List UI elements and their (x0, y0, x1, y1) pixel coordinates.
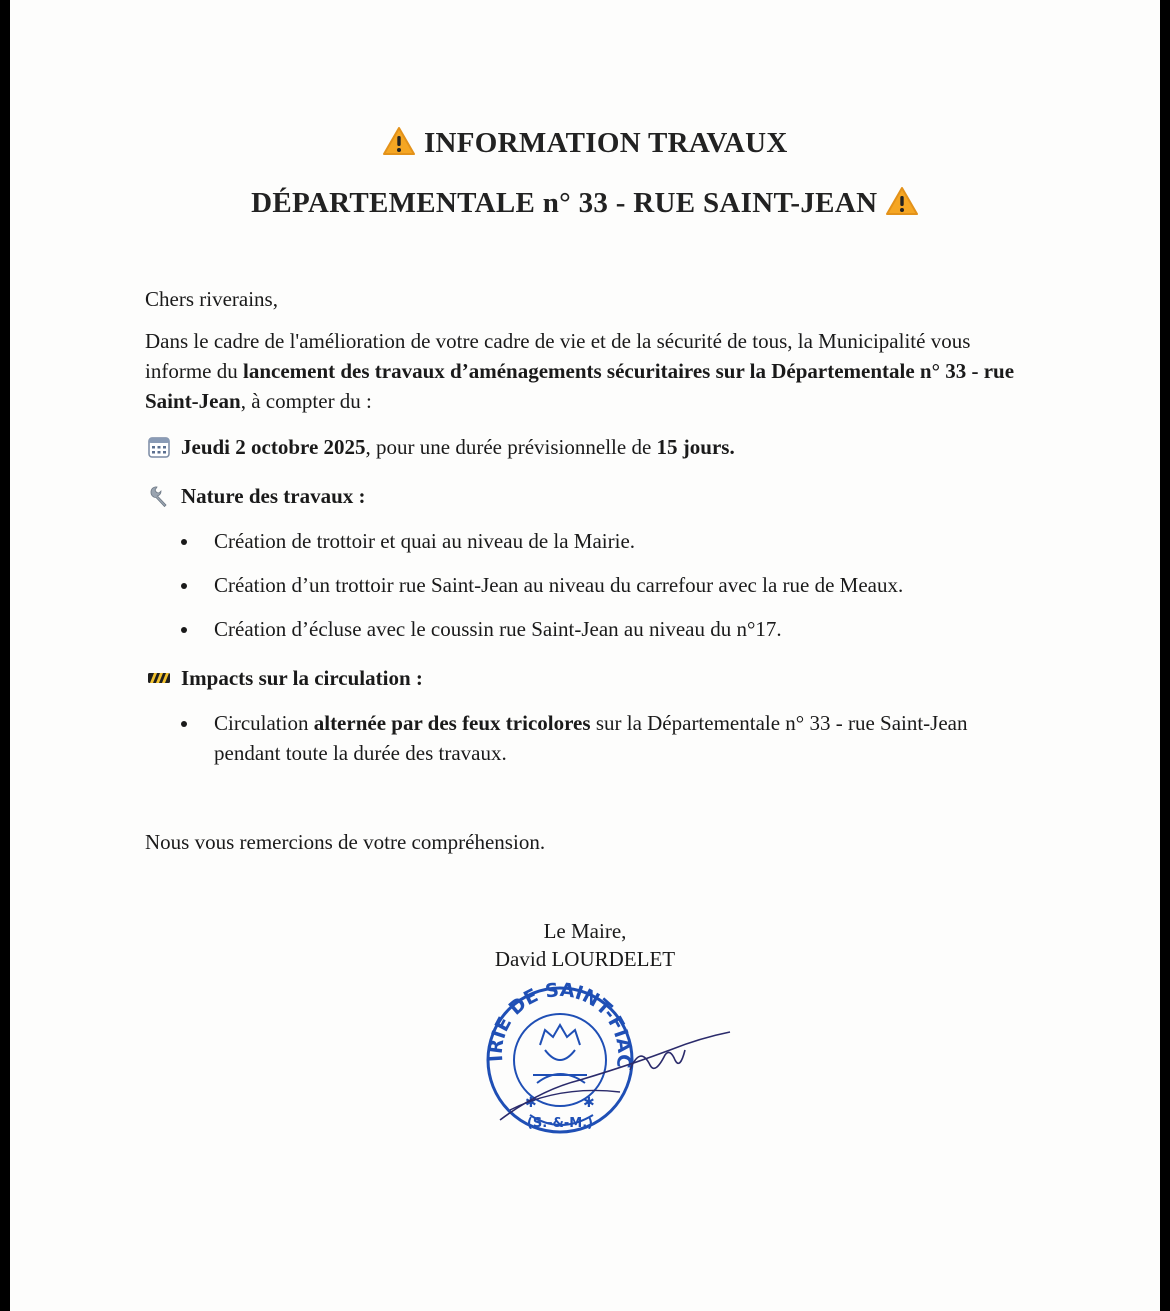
closing-line: Nous vous remercions de votre compréhension. (145, 830, 546, 854)
wrench-icon (147, 484, 171, 508)
impacts-heading-text: Impacts sur la circulation : (181, 666, 423, 690)
impact-bold: alternée par des feux tricolores (313, 711, 591, 735)
warning-icon (382, 126, 416, 156)
impacts-heading (145, 663, 1025, 693)
svg-text:✱: ✱ (583, 1095, 595, 1111)
title-line-2 (10, 186, 1160, 220)
impacts-list (145, 708, 1025, 768)
duration: 15 jours. (656, 435, 735, 459)
barrier-icon (147, 666, 171, 690)
title-text-1: INFORMATION TRAVAUX (423, 127, 788, 159)
impact-text: Circulation (214, 711, 314, 735)
nature-heading (145, 481, 1025, 511)
nature-heading-text: Nature des travaux : (181, 484, 366, 508)
warning-icon (885, 186, 919, 216)
calendar-icon (147, 435, 171, 459)
handwritten-signature (480, 1010, 740, 1135)
greeting: Chers riverains, (145, 287, 278, 311)
date-middle: , pour une durée prévisionnelle de (365, 435, 657, 459)
svg-text:✱: ✱ (525, 1095, 537, 1111)
signature-role: Le Maire, (543, 919, 627, 943)
intro-bold: lancement des travaux d’aménagements sécuritaires sur la Départementale n° 33 - rue Saint-Jean (145, 359, 1015, 413)
list-item: Création d’écluse avec le coussin rue Saint-Jean au niveau du n°17. (145, 614, 1025, 644)
intro-text: Dans le cadre de l'amélioration de votre cadre de vie et de la sécurité de tous, la Municipalité vous informe du (145, 329, 971, 383)
nature-list (145, 526, 1025, 658)
document-page (10, 0, 1160, 1311)
title-text-2: DÉPARTEMENTALE n° 33 - RUE SAINT-JEAN (251, 187, 878, 219)
svg-text:MAIRIE DE SAINT-FIACRE: IRIE DE SAINT-FIAC (484, 978, 636, 1070)
impact-end: sur la Départementale n° 33 - rue Saint-Jean pendant toute la durée des travaux. (214, 711, 968, 765)
signature-name: David LOURDELET (494, 947, 676, 971)
date-line (145, 432, 1025, 462)
start-date: Jeudi 2 octobre 2025 (181, 435, 366, 459)
list-item: Création d’un trottoir rue Saint-Jean au niveau du carrefour avec la rue de Meaux. (145, 570, 1025, 600)
list-item (145, 708, 1025, 768)
list-item: Création de trottoir et quai au niveau de la Mairie. (145, 526, 1025, 556)
title-line-1 (10, 126, 1160, 160)
stamp-sub: (S.-&-M.) (526, 1116, 594, 1131)
intro-paragraph (145, 326, 1025, 416)
intro-end: , à compter du : (240, 389, 372, 413)
